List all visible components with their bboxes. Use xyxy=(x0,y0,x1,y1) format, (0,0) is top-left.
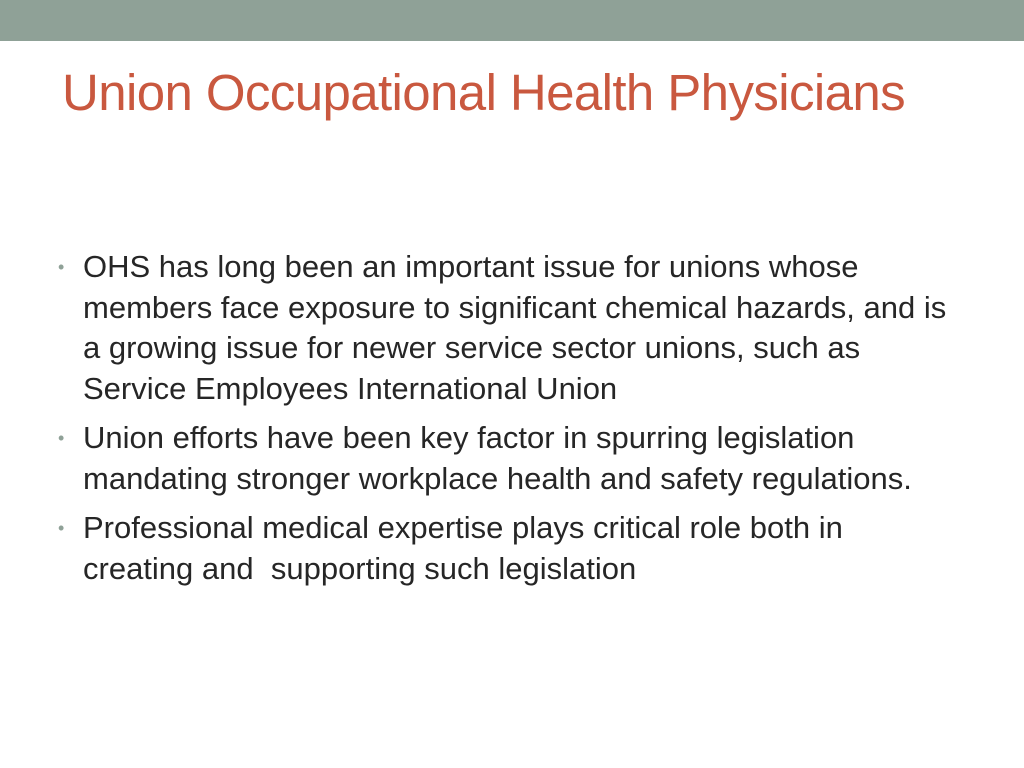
bullet-marker: • xyxy=(58,428,65,448)
bullet-item-1 xyxy=(58,247,958,409)
top-accent-band xyxy=(0,0,1024,41)
bullet-marker: • xyxy=(58,257,65,277)
bullet-marker: • xyxy=(58,518,65,538)
slide-title: Union Occupational Health Physicians xyxy=(62,64,906,121)
bullet-text: Union efforts have been key factor in spurring legislation mandating stronger workplace health and safety regulations. xyxy=(83,420,912,496)
bullet-text: Professional medical expertise plays critical role both in creating and supporting such legislation xyxy=(83,510,852,586)
bullet-item-3 xyxy=(58,508,958,589)
bullet-item-2 xyxy=(58,418,958,499)
bullet-text: OHS has long been an important issue for unions whose members face exposure to significant chemical hazards, and is a growing issue for newer service sector unions, such as Service Employees International Union xyxy=(83,249,955,406)
bullet-list xyxy=(58,247,958,598)
